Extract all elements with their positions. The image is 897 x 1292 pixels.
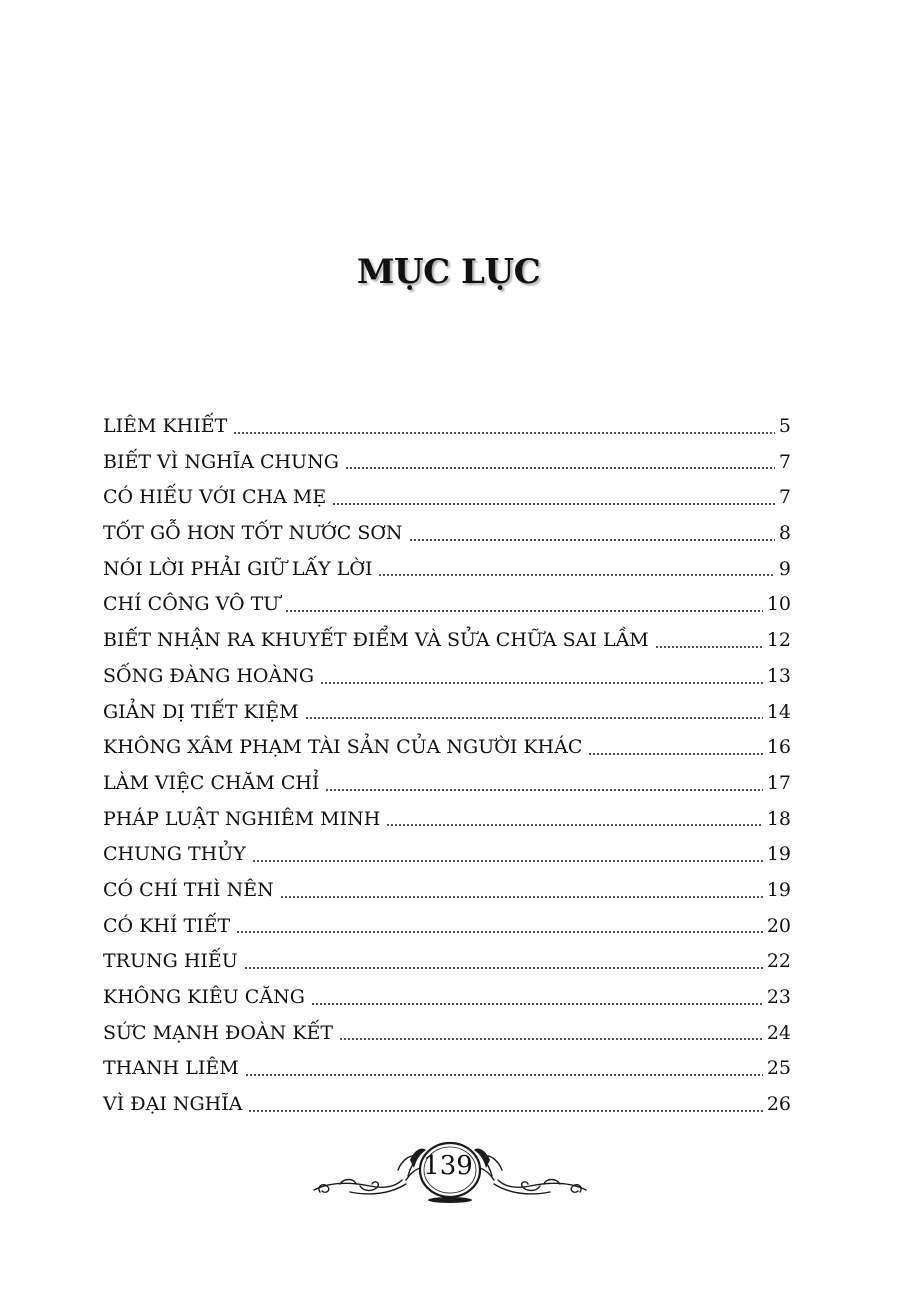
toc-entry-title: TRUNG HIẾU bbox=[103, 950, 238, 973]
toc-entry-page: 25 bbox=[766, 1057, 791, 1080]
toc-entry[interactable] bbox=[103, 909, 791, 945]
toc-dot-leader bbox=[325, 789, 762, 791]
toc-dot-leader bbox=[244, 967, 763, 969]
toc-entry-page: 19 bbox=[766, 843, 791, 866]
toc-entry[interactable] bbox=[103, 409, 791, 445]
toc-dot-leader bbox=[345, 467, 775, 469]
toc-entry[interactable] bbox=[103, 587, 791, 623]
toc-entry[interactable] bbox=[103, 659, 791, 695]
toc-entry-page: 20 bbox=[766, 914, 791, 937]
toc-entry-title: BIẾT VÌ NGHĨA CHUNG bbox=[103, 450, 339, 473]
toc-dot-leader bbox=[305, 717, 763, 719]
toc-entry[interactable] bbox=[103, 873, 791, 909]
toc-entry[interactable] bbox=[103, 944, 791, 980]
toc-entry-title: KHÔNG XÂM PHẠM TÀI SẢN CỦA NGƯỜI KHÁC bbox=[103, 736, 583, 759]
toc-entry[interactable] bbox=[103, 730, 791, 766]
toc-entry-page: 13 bbox=[766, 664, 791, 687]
toc-entry-page: 12 bbox=[766, 629, 791, 652]
toc-dot-leader bbox=[378, 574, 774, 576]
toc-dot-leader bbox=[311, 1003, 763, 1005]
toc-entry[interactable] bbox=[103, 1051, 791, 1087]
toc-entry[interactable] bbox=[103, 480, 791, 516]
toc-dot-leader bbox=[339, 1038, 763, 1040]
toc-entry-title: BIẾT NHẬN RA KHUYẾT ĐIỂM VÀ SỬA CHỮA SAI LẦM bbox=[103, 629, 649, 652]
toc-dot-leader bbox=[233, 432, 775, 434]
toc-entry-title: NÓI LỜI PHẢI GIỮ LẤY LỜI bbox=[103, 557, 373, 580]
toc-entry-page: 19 bbox=[766, 878, 791, 901]
toc-entry-page: 5 bbox=[778, 415, 791, 437]
toc-dot-leader bbox=[252, 860, 763, 862]
toc-entry-title: LÀM VIỆC CHĂM CHỈ bbox=[103, 771, 320, 794]
toc-entry[interactable] bbox=[103, 445, 791, 481]
toc-dot-leader bbox=[320, 682, 763, 684]
toc-entry-page: 7 bbox=[778, 450, 791, 473]
toc-dot-leader bbox=[332, 503, 775, 505]
toc-entry-title: TỐT GỖ HƠN TỐT NƯỚC SƠN bbox=[103, 522, 403, 545]
toc-entry-page: 26 bbox=[766, 1093, 791, 1116]
toc-dot-leader bbox=[409, 539, 775, 541]
toc-entry[interactable] bbox=[103, 1087, 791, 1123]
toc-entry-page: 18 bbox=[766, 807, 791, 830]
toc-entry-page: 17 bbox=[766, 771, 791, 794]
toc-entry[interactable] bbox=[103, 552, 791, 588]
table-of-contents bbox=[103, 409, 791, 1123]
toc-entry-page: 10 bbox=[766, 593, 791, 616]
toc-dot-leader bbox=[248, 1110, 762, 1112]
toc-entry-page: 7 bbox=[778, 486, 791, 509]
toc-dot-leader bbox=[386, 824, 762, 826]
toc-entry-title: SỨC MẠNH ĐOÀN KẾT bbox=[103, 1021, 334, 1044]
toc-entry-title: VÌ ĐẠI NGHĨA bbox=[103, 1093, 243, 1116]
toc-entry-page: 22 bbox=[766, 950, 791, 973]
toc-entry-title: THANH LIÊM bbox=[103, 1057, 239, 1080]
toc-entry-page: 24 bbox=[766, 1021, 791, 1044]
toc-entry-title: CÓ KHÍ TIẾT bbox=[103, 914, 231, 937]
toc-entry[interactable] bbox=[103, 802, 791, 838]
toc-entry-page: 8 bbox=[778, 522, 791, 545]
toc-entry[interactable] bbox=[103, 837, 791, 873]
toc-entry[interactable] bbox=[103, 695, 791, 731]
toc-entry-title: CHUNG THỦY bbox=[103, 843, 246, 866]
toc-dot-leader bbox=[285, 610, 763, 612]
toc-entry-page: 14 bbox=[766, 700, 791, 723]
toc-dot-leader bbox=[588, 753, 762, 755]
toc-entry-title: PHÁP LUẬT NGHIÊM MINH bbox=[103, 807, 381, 830]
toc-dot-leader bbox=[245, 1074, 763, 1076]
toc-entry-title: KHÔNG KIÊU CĂNG bbox=[103, 986, 305, 1008]
toc-entry-title: SỐNG ĐÀNG HOÀNG bbox=[103, 664, 315, 687]
toc-entry[interactable] bbox=[103, 516, 791, 552]
toc-dot-leader bbox=[280, 896, 763, 898]
toc-entry[interactable] bbox=[103, 766, 791, 802]
toc-entry[interactable] bbox=[103, 980, 791, 1016]
toc-entry-title: GIẢN DỊ TIẾT KIỆM bbox=[103, 700, 299, 723]
toc-dot-leader bbox=[236, 931, 763, 933]
toc-dot-leader bbox=[655, 646, 763, 648]
toc-entry-title: LIÊM KHIẾT bbox=[103, 415, 228, 437]
toc-entry-page: 9 bbox=[778, 557, 791, 580]
toc-entry-title: CÓ CHÍ THÌ NÊN bbox=[103, 878, 274, 901]
page-title: MỤC LỤC bbox=[356, 252, 541, 292]
toc-entry-page: 23 bbox=[766, 986, 791, 1008]
page-number: 139 bbox=[423, 1151, 473, 1181]
toc-entry-title: CÓ HIẾU VỚI CHA MẸ bbox=[103, 486, 327, 509]
toc-entry[interactable] bbox=[103, 1016, 791, 1052]
toc-entry[interactable] bbox=[103, 623, 791, 659]
toc-entry-page: 16 bbox=[766, 736, 791, 759]
toc-entry-title: CHÍ CÔNG VÔ TƯ bbox=[103, 593, 280, 616]
